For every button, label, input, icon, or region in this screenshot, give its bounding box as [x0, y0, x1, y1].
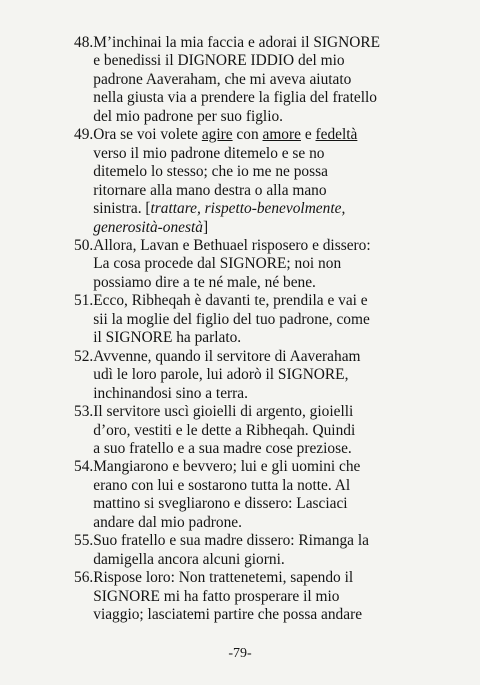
- verse: [74, 292, 446, 347]
- italic-text: generosità-onestà: [93, 218, 203, 236]
- verse-line: [93, 108, 446, 126]
- text-run: Mangiarono e bevvero; lui e gli uomini che: [93, 458, 361, 476]
- verse-line: [93, 255, 446, 273]
- text-run: ]: [202, 218, 209, 236]
- verse-line: [93, 200, 446, 218]
- text-run: Ecco, Ribheqah è davanti te, prendila e vai e: [93, 292, 368, 310]
- verse-line: [93, 385, 446, 403]
- text-run: con: [232, 126, 263, 144]
- text-run: ditemelo lo stesso; che io me ne possa: [93, 163, 328, 181]
- verse-line: [93, 477, 446, 495]
- verse-line: [93, 71, 446, 89]
- text-run: Rispose loro: Non trattenetemi, sapendo il: [93, 569, 354, 587]
- italic-text: trattare, rispetto-benevolmente,: [150, 200, 346, 218]
- verse-line: [93, 126, 446, 144]
- verse-text: [93, 237, 446, 292]
- text-run: a suo fratello e a sua madre cose preziose.: [93, 439, 352, 457]
- text-run: il SIGNORE ha parlato.: [93, 329, 242, 347]
- verse-line: [93, 366, 446, 384]
- verse: [74, 237, 446, 292]
- verse-text: [93, 458, 446, 532]
- text-run: verso il mio padrone ditemelo e se no: [93, 144, 325, 162]
- verse-line: [93, 403, 446, 421]
- verse-line: [93, 311, 446, 329]
- text-run: del mio padrone per suo figlio.: [93, 107, 284, 125]
- verse-number: 52.: [74, 347, 94, 365]
- verse-line: [93, 569, 446, 587]
- verse-number: 53.: [74, 403, 94, 421]
- verse-list: [74, 34, 446, 625]
- verse-line: [93, 422, 446, 440]
- verse-line: [93, 551, 446, 569]
- text-run: mattino si svegliarono e dissero: Lasciaci: [93, 495, 348, 513]
- verse-line: [93, 52, 446, 70]
- verse-line: [93, 145, 446, 163]
- text-run: e benedissi il DIGNORE IDDIO del mio: [93, 52, 345, 70]
- verse: [74, 569, 446, 624]
- text-run: nella giusta via a prendere la figlia del fratello: [93, 89, 377, 107]
- verse: [74, 403, 446, 458]
- verse-line: [93, 329, 446, 347]
- text-run: viaggio; lasciatemi partire che possa andare: [93, 606, 363, 624]
- verse-text: [93, 292, 446, 347]
- text-run: Suo fratello e sua madre dissero: Rimanga la: [93, 532, 369, 550]
- verse-line: [93, 532, 446, 550]
- verse: [74, 34, 446, 126]
- text-run: e: [300, 126, 316, 144]
- underlined-word: agire: [201, 126, 233, 144]
- text-run: Ora se voi volete: [93, 126, 202, 144]
- verse: [74, 126, 446, 237]
- text-run: La cosa procede dal SIGNORE; noi non: [93, 255, 342, 273]
- underlined-word: fedeltà: [315, 126, 358, 144]
- verse-line: [93, 237, 446, 255]
- text-run: Allora, Lavan e Bethuael risposero e dissero:: [93, 236, 371, 254]
- verse-text: [93, 348, 446, 403]
- text-run: damigella ancora alcuni giorni.: [93, 550, 285, 568]
- text-run: ritornare alla mano destra o alla mano: [93, 181, 327, 199]
- text-run: M’inchinai la mia faccia e adorai il SIGNORE: [93, 34, 381, 51]
- verse: [74, 532, 446, 569]
- verse-line: [93, 588, 446, 606]
- text-run: andare dal mio padrone.: [93, 513, 242, 531]
- text-run: padrone Aaveraham, che mi aveva aiutato: [93, 70, 352, 88]
- text-run: inchinandosi sino a terra.: [93, 384, 248, 402]
- verse-line: [93, 292, 446, 310]
- underlined-word: amore: [262, 126, 301, 144]
- text-run: Il servitore uscì gioielli di argento, gioielli: [93, 403, 354, 421]
- text-run: sinistra. [: [93, 200, 151, 218]
- verse-text: [93, 403, 446, 458]
- verse-text: [93, 569, 446, 624]
- text-run: Avvenne, quando il servitore di Aaveraham: [93, 347, 361, 365]
- verse-number: 49.: [74, 126, 94, 144]
- verse-number: 50.: [74, 236, 94, 254]
- verse-line: [93, 440, 446, 458]
- verse-line: [93, 182, 446, 200]
- text-run: SIGNORE mi ha fatto prosperare il mio: [93, 587, 340, 605]
- text-run: udì le loro parole, lui adorò il SIGNORE,: [93, 366, 349, 384]
- verse-line: [93, 34, 446, 52]
- verse-number: 55.: [74, 532, 94, 550]
- text-run: erano con lui e sostarono tutta la notte. Al: [93, 476, 351, 494]
- verse-number: 48.: [74, 34, 94, 51]
- text-run: d’oro, vestiti e le dette a Ribheqah. Quindi: [93, 421, 356, 439]
- verse-number: 54.: [74, 458, 94, 476]
- verse-text: [93, 34, 446, 126]
- verse-line: [93, 274, 446, 292]
- verse-number: 51.: [74, 292, 94, 310]
- verse: [74, 458, 446, 532]
- verse-line: [93, 495, 446, 513]
- verse-text: [93, 126, 446, 237]
- text-run: sii la moglie del figlio del tuo padrone, come: [93, 310, 370, 328]
- verse-line: [93, 348, 446, 366]
- verse: [74, 348, 446, 403]
- verse-number: 56.: [74, 569, 94, 587]
- verse-line: [93, 219, 446, 237]
- verse-text: [93, 532, 446, 569]
- text-run: possiamo dire a te né male, né bene.: [93, 273, 316, 291]
- verse-line: [93, 458, 446, 476]
- verse-line: [93, 163, 446, 181]
- verse-line: [93, 89, 446, 107]
- verse-line: [93, 514, 446, 532]
- page-number: -79-: [228, 646, 252, 661]
- verse-line: [93, 606, 446, 624]
